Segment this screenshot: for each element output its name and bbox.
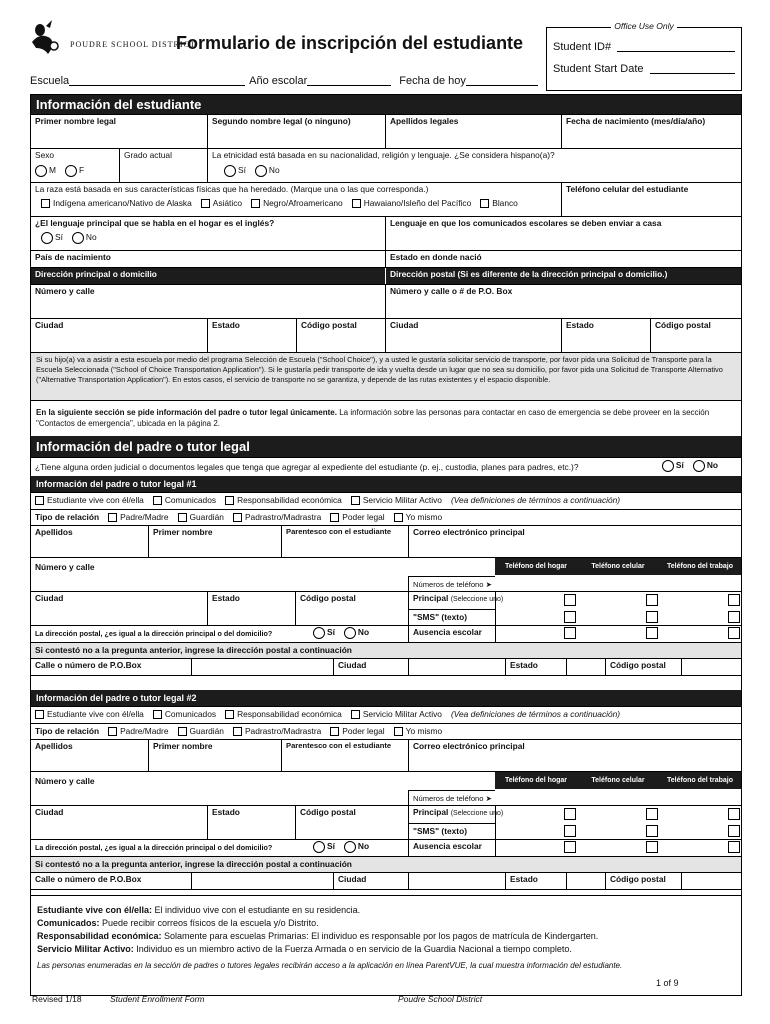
same-address-no-radio[interactable] (344, 627, 356, 639)
principal-cell (408, 592, 504, 625)
guardian-name-row (31, 525, 741, 557)
po-box-row (31, 872, 741, 889)
race-checkbox[interactable] (41, 199, 50, 208)
guardian-flag-label: Comunicados (164, 709, 217, 719)
po-state-label[interactable]: Estado (505, 659, 566, 675)
definition-item (37, 943, 735, 956)
grade-field[interactable] (307, 75, 391, 86)
phone-checkbox[interactable] (646, 627, 658, 639)
start-date-field[interactable] (650, 64, 736, 74)
principal-label: Principal (413, 593, 449, 603)
relation-type-label: Tipo de relación (35, 512, 100, 522)
race-row (31, 182, 741, 216)
postal-street-label[interactable]: Número y calle o # de P.O. Box (385, 285, 741, 318)
guardian-flags-cell (31, 493, 741, 509)
street-label[interactable]: Número y calle (35, 286, 95, 296)
block-spacer (31, 675, 741, 690)
absence-check-cell (495, 626, 741, 642)
race-checkbox[interactable] (352, 199, 361, 208)
if-no-label: Si contestó no a la pregunta anterior, ingrese la dirección postal a continuación (35, 859, 352, 869)
phone-work-header: Teléfono del trabajo (659, 558, 741, 575)
form-name: Student Enrollment Form (110, 994, 205, 1004)
legal-yes-label: Sí (675, 460, 684, 471)
relation-checkbox[interactable] (330, 513, 339, 522)
guardian-flag-label: Servicio Militar Activo (362, 495, 442, 505)
relation-checkbox[interactable] (233, 513, 242, 522)
po-zip-field[interactable] (681, 659, 741, 675)
phone-checkbox[interactable] (728, 627, 740, 639)
same-address-cell (31, 626, 408, 642)
relation-label: Poder legal (342, 512, 385, 522)
race-cell (31, 183, 561, 216)
same-address-no-radio[interactable] (344, 841, 356, 853)
guardian-flags-row (31, 492, 741, 509)
relation-checkbox[interactable] (178, 513, 187, 522)
race-checkbox[interactable] (251, 199, 260, 208)
school-field[interactable] (69, 75, 245, 86)
same-address-yes-label: Sí (327, 841, 335, 852)
school-row (30, 75, 545, 87)
phone-checkbox[interactable] (564, 808, 576, 820)
sms-label: "SMS" (texto) (409, 609, 495, 624)
birth-row (31, 250, 741, 267)
relation-cell (31, 724, 741, 739)
race-option (251, 198, 343, 208)
race-option-label: Indígena americano/Nativo de Alaska (53, 198, 192, 208)
relation-type-label: Tipo de relación (35, 726, 100, 736)
if-no-label: Si contestó no a la pregunta anterior, ingrese la dirección postal a continuación (35, 645, 352, 655)
english-no-label: No (85, 232, 97, 243)
birth-country-label[interactable]: País de nacimiento (35, 252, 111, 262)
principal-note: (Seleccione uno) (450, 596, 504, 603)
po-city-label[interactable]: Ciudad (333, 659, 408, 675)
sex-cell (31, 149, 119, 182)
race-option-label: Hawaiano/Isleño del Pacífico (363, 198, 472, 208)
po-street-label[interactable]: Calle o número de P.O.Box (35, 660, 142, 670)
guardian-flag-checkbox[interactable] (351, 496, 360, 505)
home-language-label[interactable]: Lenguaje en que los comunicados escolares se deben enviar a casa (385, 217, 741, 250)
guardian-flag-checkbox[interactable] (35, 496, 44, 505)
definition-item (37, 917, 735, 930)
relation-label: Poder legal (342, 726, 385, 736)
guardian-flag-label: Responsabilidad económica (237, 495, 342, 505)
phone-checkbox[interactable] (728, 594, 740, 606)
po-zip-label[interactable]: Código postal (605, 659, 681, 675)
guardian-flag-label: Estudiante vive con él/ella (47, 709, 144, 719)
phone-checkbox[interactable] (646, 611, 658, 623)
guardian-street-row (31, 771, 741, 805)
guardian-city-row (31, 805, 741, 839)
student-id-field[interactable] (617, 42, 735, 52)
footer-district: Poudre School District (398, 994, 483, 1004)
principal-cell (408, 806, 504, 839)
kinship-label[interactable]: Parentesco con el estudiante (281, 526, 408, 557)
dob-label[interactable]: Fecha de nacimiento (mes/día/año) (561, 115, 741, 148)
district-name: POUDRE SCHOOL DISTRICT (70, 40, 196, 49)
guardian-flag-checkbox[interactable] (35, 710, 44, 719)
guardian-street-label[interactable]: Número y calle (35, 562, 95, 572)
po-box-row (31, 658, 741, 675)
city-label[interactable]: Ciudad (35, 320, 64, 330)
po-street-label[interactable]: Calle o número de P.O.Box (35, 874, 142, 884)
date-field[interactable] (466, 75, 538, 86)
relation-row (31, 723, 741, 739)
legal-no-radio[interactable] (693, 460, 705, 472)
phone-work-header: Teléfono del trabajo (659, 772, 741, 789)
school-label: Escuela (30, 75, 70, 87)
grade-cell[interactable]: Grado actual (119, 149, 207, 182)
po-state-label[interactable]: Estado (505, 873, 566, 889)
same-address-no-label: No (357, 627, 370, 638)
guardian-flags-cell (31, 707, 741, 723)
legal-docs-cell (31, 458, 741, 476)
transport-note: Si su hijo(a) va a asistir a esta escuela por medio del programa Selección de Escuela ("School Choice"), y a usted le gustaría solicitar servicio de transporte, por favor pida una Solicitud de Transporte para la Escuela Seleccionada ("School of Choice Transportation Application"). Si le gustaría pedir transporte de ida y vuelta desde un lugar que no sea su domicilio, por favor pida una Solicitud de Transporte Alternativo ("Alternative Transportation Application"). En estos casos, el servicio de transporte no se garantiza, y depende de las rutas existentes y el espacio disponible. (31, 352, 741, 400)
guardian-flag-checkbox[interactable] (225, 496, 234, 505)
main-address-header: Dirección principal o domicilio (35, 269, 157, 279)
phone-checkbox[interactable] (564, 841, 576, 853)
page-number: 1 of 9 (656, 978, 679, 988)
guardian-flag-label: Servicio Militar Activo (362, 709, 442, 719)
middle-name-label[interactable]: Segundo nombre legal (o ninguno) (207, 115, 385, 148)
guardian-city-label[interactable]: Ciudad (35, 807, 64, 817)
same-address-question: La dirección postal, ¿es igual a la dirección principal o del domicilio? (35, 629, 273, 638)
phone-numbers-label: Números de teléfono ➤ (408, 790, 495, 805)
relation-checkbox[interactable] (178, 727, 187, 736)
po-state-field[interactable] (566, 659, 605, 675)
definition-item (37, 930, 735, 943)
phone-checkbox[interactable] (564, 594, 576, 606)
ethnicity-cell (207, 149, 741, 182)
guardian-block-title: Información del padre o tutor legal #1 (31, 476, 741, 492)
phone-home-header: Teléfono del hogar (495, 558, 577, 575)
language-question: ¿El lenguaje principal que se habla en el hogar es el inglés? (35, 218, 275, 228)
guardian-first-name-label[interactable]: Primer nombre (148, 526, 281, 557)
guardian-section-header: Información del padre o tutor legal (31, 436, 741, 457)
po-city-label[interactable]: Ciudad (333, 873, 408, 889)
relation-cell (31, 510, 741, 525)
guardian-flag-checkbox[interactable] (351, 710, 360, 719)
definition-term: Responsabilidad económica: (37, 931, 162, 941)
phone-checkbox[interactable] (646, 808, 658, 820)
student-cell-label[interactable]: Teléfono celular del estudiante (561, 183, 741, 216)
relation-checkbox[interactable] (233, 727, 242, 736)
legal-yes-radio[interactable] (662, 460, 674, 472)
race-option (201, 198, 242, 208)
date-label: Fecha de hoy (399, 75, 466, 87)
relation-checkbox[interactable] (394, 513, 403, 522)
sex-m-label: M (49, 165, 56, 176)
phone-check-cell (495, 592, 741, 625)
guardian-state-label[interactable]: Estado (207, 806, 295, 839)
same-address-yes-radio[interactable] (313, 841, 325, 853)
sex-m-radio[interactable] (35, 165, 47, 177)
guardian-zip-label[interactable]: Código postal (295, 806, 408, 839)
postal-zip-label[interactable]: Código postal (650, 319, 741, 352)
english-yes-label: Sí (55, 232, 63, 243)
definition-item (37, 904, 735, 917)
definition-text: Solamente para escuelas Primarias: El individuo es responsable por los pagos de matrícula de Kindergarten. (161, 931, 599, 941)
absence-label: Ausencia escolar (408, 840, 495, 856)
student-id-label: Student ID# (553, 41, 612, 53)
race-option-label: Asiático (212, 198, 243, 208)
sms-label: "SMS" (texto) (409, 823, 495, 838)
guardian-note-bold: En la siguiente sección se pide información del padre o tutor legal únicamente. (36, 408, 337, 417)
same-address-no-label: No (357, 841, 370, 852)
postal-city-label[interactable]: Ciudad (385, 319, 561, 352)
legal-no-label: No (706, 460, 718, 471)
same-address-yes-radio[interactable] (313, 627, 325, 639)
last-name-label[interactable]: Apellidos legales (385, 115, 561, 148)
birth-state-label[interactable]: Estado en donde nació (385, 251, 741, 267)
guardian-flag-checkbox[interactable] (225, 710, 234, 719)
page-title: Formulario de inscripción del estudiante (176, 33, 524, 53)
language-cell (31, 217, 385, 250)
po-zip-field[interactable] (681, 873, 741, 889)
student-name-row (31, 114, 741, 148)
same-address-row (31, 839, 741, 856)
phone-check-cell (495, 806, 741, 839)
relation-checkbox[interactable] (108, 727, 117, 736)
phone-cell-header: Teléfono celular (577, 558, 659, 575)
po-street-field[interactable] (191, 873, 333, 889)
zip-label[interactable]: Código postal (296, 319, 385, 352)
if-no-row (31, 856, 741, 872)
definition-term: Servicio Militar Activo: (37, 944, 134, 954)
race-checkbox[interactable] (201, 199, 210, 208)
postal-address-header: Dirección postal (Si es diferente de la dirección principal o domicilio.) (385, 268, 741, 284)
phone-checkbox[interactable] (646, 841, 658, 853)
phone-checkbox[interactable] (728, 841, 740, 853)
ethnicity-question: La etnicidad está basada en su nacionalidad, religión y lenguaje. ¿Se considera hispano(a)? (212, 150, 555, 160)
relation-label: Padre/Madre (120, 512, 169, 522)
language-row (31, 216, 741, 250)
phone-checkbox[interactable] (646, 594, 658, 606)
flags-note: (Vea definiciones de términos a continuación) (450, 495, 621, 505)
guardian-city-label[interactable]: Ciudad (35, 593, 64, 603)
definitions (31, 895, 741, 976)
guardian-street-row (31, 557, 741, 591)
phone-checkbox[interactable] (564, 627, 576, 639)
race-option (480, 198, 518, 208)
guardian-name-row (31, 739, 741, 771)
guardian-flag-checkbox[interactable] (153, 710, 162, 719)
start-date-label: Student Start Date (553, 63, 644, 75)
race-option-label: Negro/Afroamericano (263, 198, 343, 208)
relation-checkbox[interactable] (330, 727, 339, 736)
same-address-yes-label: Sí (327, 627, 335, 638)
same-address-question: La dirección postal, ¿es igual a la dirección principal o del domicilio? (35, 843, 273, 852)
same-address-cell (31, 840, 408, 856)
same-address-row (31, 625, 741, 642)
principal-label: Principal (413, 807, 449, 817)
phone-checkbox[interactable] (728, 808, 740, 820)
revised-label: Revised 1/18 (32, 994, 82, 1004)
guardian-last-name-label[interactable]: Apellidos (35, 527, 73, 537)
absence-label: Ausencia escolar (408, 626, 495, 642)
street-row (31, 284, 741, 318)
first-name-label[interactable]: Primer nombre legal (35, 116, 116, 126)
office-use-box (546, 21, 742, 91)
definition-term: Estudiante vive con él/ella: (37, 905, 153, 915)
relation-label: Padrastro/Madrastra (244, 512, 322, 522)
phone-numbers-label: Números de teléfono ➤ (408, 576, 495, 591)
phone-checkbox[interactable] (564, 825, 576, 837)
guardian-flags-row (31, 706, 741, 723)
relation-row (31, 509, 741, 525)
state-label[interactable]: Estado (207, 319, 296, 352)
po-state-field[interactable] (566, 873, 605, 889)
legal-docs-question: ¿Tiene alguna orden judicial o documentos legales que tenga que agregar al expediente del estudiante (p. ej., custodia, planes para padres, etc.)? (35, 462, 579, 472)
hispanic-no-radio[interactable] (255, 165, 267, 177)
relation-checkbox[interactable] (108, 513, 117, 522)
relation-label: Guardián (189, 726, 224, 736)
guardian-state-label[interactable]: Estado (207, 592, 295, 625)
race-checkbox[interactable] (480, 199, 489, 208)
english-yes-radio[interactable] (41, 232, 53, 244)
definition-text: Puede recibir correos físicos de la escuela y/o Distrito. (99, 918, 319, 928)
sex-f-radio[interactable] (65, 165, 77, 177)
guardian-flag-label: Comunicados (164, 495, 217, 505)
relation-label: Guardián (189, 512, 224, 522)
principal-note: (Seleccione uno) (450, 810, 504, 817)
relation-label: Yo mismo (405, 726, 443, 736)
race-option (41, 198, 192, 208)
guardian-first-name-label[interactable]: Primer nombre (148, 740, 281, 771)
relation-label: Padrastro/Madrastra (244, 726, 322, 736)
english-no-radio[interactable] (72, 232, 84, 244)
race-option (352, 198, 472, 208)
po-zip-label[interactable]: Código postal (605, 873, 681, 889)
flags-note: (Vea definiciones de términos a continuación) (450, 709, 621, 719)
email-label[interactable]: Correo electrónico principal (408, 740, 741, 771)
if-no-row (31, 642, 741, 658)
guardian-note (31, 400, 741, 436)
po-city-field[interactable] (408, 659, 505, 675)
guardian-block-title: Información del padre o tutor legal #2 (31, 690, 741, 706)
guardian-flag-label: Estudiante vive con él/ella (47, 495, 144, 505)
address-header-row (31, 267, 741, 284)
po-street-field[interactable] (191, 659, 333, 675)
guardian-flag-label: Responsabilidad económica (237, 709, 342, 719)
district-logo (26, 18, 66, 58)
student-section-header: Información del estudiante (31, 95, 741, 114)
definition-text: Individuo es un miembro activo de la Fuerza Armada o en servicio de la Guardia Nacional a tiempo completo. (133, 944, 572, 954)
phone-home-header: Teléfono del hogar (495, 772, 577, 789)
guardian-note-text: La información sobre las personas para contactar en caso de emergencia se debe proveer en la sección "Contactos de emergencia", ubicada en la página 2. (36, 408, 710, 428)
kinship-label[interactable]: Parentesco con el estudiante (281, 740, 408, 771)
guardian-flag-checkbox[interactable] (153, 496, 162, 505)
definition-text: El individuo vive con el estudiante en su residencia. (152, 905, 361, 915)
grade-label: Año escolar (249, 75, 308, 87)
sex-f-label: F (78, 165, 85, 176)
guardian-city-row (31, 591, 741, 625)
relation-checkbox[interactable] (394, 727, 403, 736)
relation-label: Padre/Madre (120, 726, 169, 736)
email-label[interactable]: Correo electrónico principal (408, 526, 741, 557)
sex-label: Sexo (35, 150, 55, 160)
phone-checkbox[interactable] (728, 825, 740, 837)
legal-docs-row (31, 457, 741, 476)
sex-row (31, 148, 741, 182)
definitions-note: Las personas enumeradas en la sección de padres o tutores legales recibirán acceso a la aplicación en línea ParentVUE, la cual muestra información del estudiante. (37, 961, 623, 970)
hispanic-yes-label: Sí (238, 165, 246, 176)
postal-state-label[interactable]: Estado (561, 319, 650, 352)
phone-checkbox[interactable] (728, 611, 740, 623)
race-question: La raza está basada en sus características físicas que ha heredado. (Marque una o las que corresponda.) (35, 184, 429, 194)
office-use-caption: Office Use Only (611, 21, 677, 31)
guardian-street-label[interactable]: Número y calle (35, 776, 95, 786)
enrollment-form (30, 94, 742, 996)
guardian-zip-label[interactable]: Código postal (295, 592, 408, 625)
race-option-label: Blanco (492, 198, 518, 208)
absence-check-cell (495, 840, 741, 856)
phone-checkbox[interactable] (646, 825, 658, 837)
hispanic-yes-radio[interactable] (224, 165, 236, 177)
phone-cell-header: Teléfono celular (577, 772, 659, 789)
definition-term: Comunicados: (37, 918, 100, 928)
city-row (31, 318, 741, 352)
relation-label: Yo mismo (405, 512, 443, 522)
hispanic-no-label: No (268, 165, 280, 176)
phone-checkbox[interactable] (564, 611, 576, 623)
po-city-field[interactable] (408, 873, 505, 889)
guardian-last-name-label[interactable]: Apellidos (35, 741, 73, 751)
